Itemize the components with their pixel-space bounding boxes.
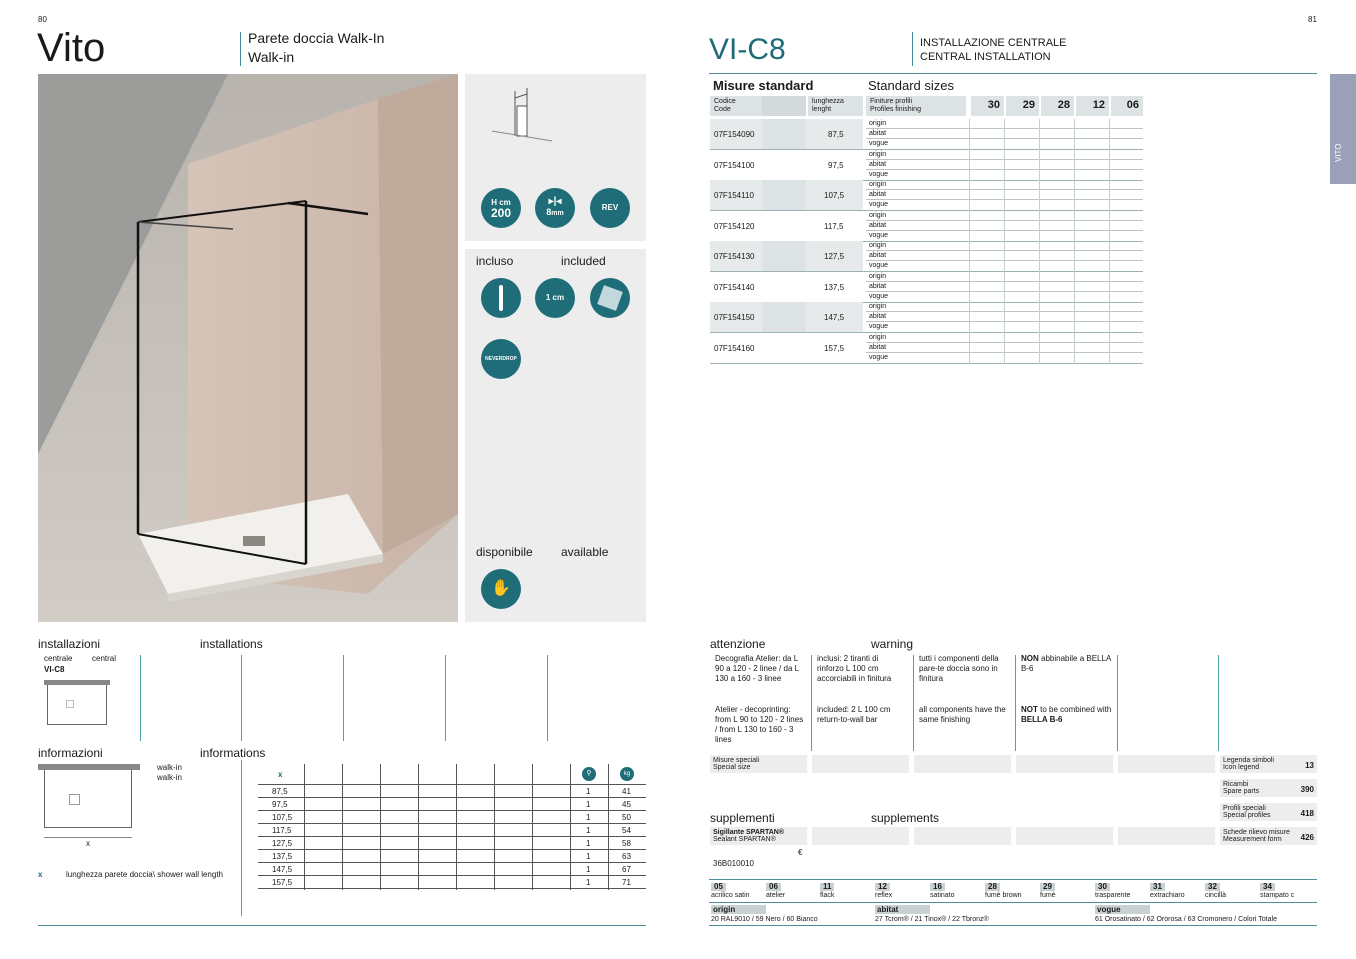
sizes-label-en: Standard sizes — [868, 78, 954, 93]
finish-group-vogue: vogue — [1095, 905, 1150, 914]
footer-line-right — [709, 925, 1317, 926]
legend-spare-parts[interactable]: Ricambi Spare parts 390 — [1220, 779, 1317, 797]
informations-label-it: informazioni — [38, 746, 103, 760]
x-legend-label: lunghezza parete doccia\ shower wall length — [66, 870, 223, 879]
x-legend-symbol: x — [38, 870, 43, 879]
finish-group-abitat: abitat — [875, 905, 930, 914]
note-1-en: Atelier - decoprinting: from L 90 to 120 - 2 lines / from L 130 to 160 - 3 lines — [715, 705, 804, 744]
sealant-code: 36B010010 — [713, 859, 754, 868]
glass-32: 32 cincillà — [1205, 882, 1227, 899]
special-sizes-box: Misure speciali Special size — [710, 755, 807, 773]
title-divider — [240, 32, 241, 66]
note-3-it: tutti i componenti della pare-te doccia sono in finitura — [919, 654, 999, 683]
glass-11: 11 flack — [820, 882, 835, 899]
size-row: 07F154150 147,5 origin abitat vogue — [710, 302, 1143, 333]
shower-illustration — [38, 74, 458, 622]
one-cm-icon: 1 cm — [535, 278, 575, 318]
attention-label-en: warning — [871, 637, 914, 651]
supplements-label-en: supplements — [871, 811, 940, 825]
subtitle-en: Walk-in — [248, 49, 295, 65]
size-row: 07F154140 137,5 origin abitat vogue — [710, 272, 1143, 303]
table-row: 107,5 1 50 — [258, 811, 646, 824]
glass-06: 06 atelier — [766, 882, 786, 899]
euro-symbol: € — [798, 848, 803, 857]
glass-12: 12 reflex — [875, 882, 893, 899]
installation-en: CENTRAL INSTALLATION — [920, 51, 1051, 63]
attention-label-it: attenzione — [710, 637, 766, 651]
glass-29: 29 fumè — [1040, 882, 1056, 899]
glass-16: 16 satinato — [930, 882, 955, 899]
header-col-28: 28 — [1041, 96, 1074, 116]
size-row: 07F154120 117,5 origin abitat vogue — [710, 211, 1143, 242]
included-label-it: incluso — [476, 254, 514, 268]
table-header-x: x — [278, 770, 283, 779]
thickness-icon: ▸|◂ 8mm — [535, 188, 575, 228]
walkin-it: walk-in — [157, 763, 182, 772]
profile-icon — [481, 278, 521, 318]
subtitle-it: Parete doccia Walk-In — [248, 30, 385, 46]
available-label-en: available — [561, 545, 609, 559]
side-tab[interactable]: VITO — [1330, 74, 1356, 184]
header-length: lunghezza lenght — [808, 96, 863, 116]
sizes-label-it: Misure standard — [713, 78, 814, 93]
table-row: 147,5 1 67 — [258, 863, 646, 876]
size-row: 07F154130 127,5 origin abitat vogue — [710, 241, 1143, 272]
glass-coating-icon — [590, 278, 630, 318]
info-schematic — [44, 770, 132, 828]
install-code: VI-C8 — [44, 665, 65, 674]
finish-colors-vogue: 61 Orosatinato / 62 Ororosa / 63 Cromonero / Colori Totale — [1095, 916, 1277, 923]
legend-special-profiles[interactable]: Profili speciali Special profiles 418 — [1220, 803, 1317, 821]
glass-28: 28 fumè brown — [985, 882, 1022, 899]
finish-colors-abitat: 27 Tcrom® / 21 Tinox® / 22 Tbronz® — [875, 916, 989, 923]
note-1-it: Decografia Atelier: da L 90 a 120 - 2 linee / da L 130 a 160 - 3 linee — [715, 654, 799, 683]
shower-hand-icon: ✋ — [481, 569, 521, 609]
header-finish: Finiture profili Profiles finishing — [866, 96, 966, 116]
table-row: 157,5 1 71 — [258, 876, 646, 889]
info-dimension-line — [44, 837, 132, 838]
install-schematic — [47, 685, 107, 725]
supplements-label-it: supplementi — [710, 811, 775, 825]
available-label-it: disponibile — [476, 545, 533, 559]
header-col-30: 30 — [971, 96, 1004, 116]
size-row: 07F154160 157,5 origin abitat vogue — [710, 333, 1143, 364]
header-col-29: 29 — [1006, 96, 1039, 116]
neverdrop-icon: NEVERDROP — [481, 339, 521, 379]
note-2-it: inclusi: 2 tiranti di rinforzo L 100 cm accorciabili in finitura — [817, 654, 892, 683]
header-col-06: 06 — [1111, 96, 1143, 116]
informations-label-en: informations — [200, 746, 266, 760]
table-row: 87,5 1 41 — [258, 785, 646, 798]
table-row: 127,5 1 58 — [258, 837, 646, 850]
size-row: 07F154090 87,5 origin abitat vogue — [710, 119, 1143, 150]
quantity-icon: ⚲ — [582, 767, 596, 781]
header-line-right — [709, 73, 1317, 74]
legend-measurement-form[interactable]: Schede rilievo misure Measurement form 426 — [1220, 827, 1317, 845]
info-x-marker: x — [86, 839, 90, 848]
table-row: 97,5 1 45 — [258, 798, 646, 811]
note-3-en: all components have the same finishing — [919, 705, 1006, 724]
install-central-en: central — [92, 654, 117, 663]
note-4-it: NON abbinabile a BELLA B-6 — [1021, 654, 1111, 673]
size-row: 07F154100 97,5 origin abitat vogue — [710, 150, 1143, 181]
glass-31: 31 extrachiaro — [1150, 882, 1185, 899]
size-row: 07F154110 107,5 origin abitat vogue — [710, 180, 1143, 211]
glass-30: 30 trasparente — [1095, 882, 1131, 899]
walkin-en: walk-in — [157, 773, 182, 782]
product-photo — [38, 74, 458, 622]
reversible-icon: REV — [590, 188, 630, 228]
install-central-it: centrale — [44, 654, 73, 663]
page-number-right: 81 — [1308, 15, 1317, 24]
legend-icons[interactable]: Legenda simboli Icon legend 13 — [1220, 755, 1317, 773]
glass-34: 34 stampato c — [1260, 882, 1295, 899]
model-code-title: VI-C8 — [709, 33, 786, 66]
included-label-en: included — [561, 254, 606, 268]
installations-label-it: installazioni — [38, 637, 101, 651]
model-divider — [912, 32, 913, 66]
finish-group-origin: origin — [711, 905, 766, 914]
page-number-left: 80 — [38, 15, 47, 24]
install-diagram-icon — [487, 86, 557, 146]
finish-colors-origin: 20 RAL9010 / 59 Nero / 60 Bianco — [711, 916, 818, 923]
height-icon: H cm 200 — [481, 188, 521, 228]
installation-it: INSTALLAZIONE CENTRALE — [920, 37, 1067, 49]
installations-label-en: installations — [200, 637, 263, 651]
note-4-en: NOT to be combined with BELLA B-6 — [1021, 705, 1112, 724]
note-2-en: included: 2 L 100 cm return-to-wall bar — [817, 705, 891, 724]
header-col-12: 12 — [1076, 96, 1109, 116]
table-row: 117,5 1 54 — [258, 824, 646, 837]
product-title: Vito — [37, 26, 106, 70]
glass-05: 05 acrilico satin — [711, 882, 750, 899]
footer-line-left — [38, 925, 646, 926]
sealant-box: Sigillante SPARTAN® Sealant SPARTAN® — [710, 827, 807, 845]
weight-icon: kg — [620, 767, 634, 781]
table-row: 137,5 1 63 — [258, 850, 646, 863]
header-code: Codice Code — [710, 96, 806, 116]
